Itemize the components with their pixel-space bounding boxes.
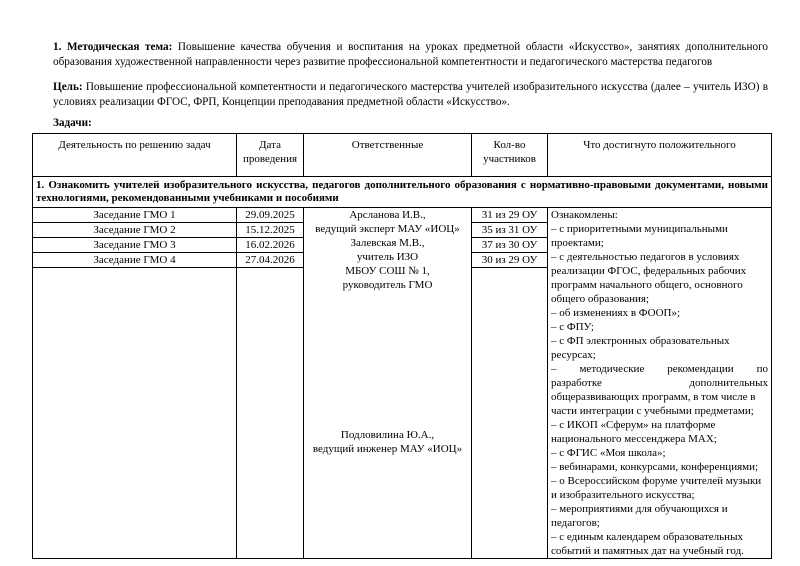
achieved-line: – с ФГИС «Моя школа»; xyxy=(551,447,666,459)
empty-cell xyxy=(237,268,304,559)
responsible-line: Арсланова И.В., xyxy=(349,209,426,221)
achieved-line: и изобразительного искусства; xyxy=(551,489,695,501)
table-row xyxy=(33,208,772,223)
achieved-line: программ начального общего, основного xyxy=(551,279,743,291)
methodical-topic xyxy=(53,40,768,70)
meeting-date: 16.02.2026 xyxy=(237,238,304,253)
meeting-count: 35 из 31 ОУ xyxy=(472,223,548,238)
goal xyxy=(53,80,768,110)
achieved-line: части интеграции с учебными предметами; xyxy=(551,405,754,417)
topic-label: 1. Методическая тема: xyxy=(53,41,173,53)
empty-cell xyxy=(472,268,548,559)
meeting-date: 15.12.2025 xyxy=(237,223,304,238)
achieved-line: национального мессенджера МАХ; xyxy=(551,433,717,445)
achieved-line: общего образования; xyxy=(551,293,650,305)
meeting-date: 29.09.2025 xyxy=(237,208,304,223)
achieved-line: событий и памятных дат на учебный год. xyxy=(551,545,744,557)
section-row xyxy=(33,177,772,208)
achieved-line: – о Всероссийском форуме учителей музыки xyxy=(551,475,762,487)
header-achieved: Что достигнуто положительного xyxy=(548,134,772,177)
header-date: Дата проведения xyxy=(237,134,304,177)
achieved-line: – с ИКОП «Сферум» на платформе xyxy=(551,419,716,431)
meeting-date: 27.04.2026 xyxy=(237,253,304,268)
meeting-name: Заседание ГМО 1 xyxy=(33,208,237,223)
achieved-line: – с единым календарем образовательных xyxy=(551,531,743,543)
achieved-line: – с деятельностью педагогов в условиях xyxy=(551,251,740,263)
achieved-line: – мероприятиями для обучающихся и xyxy=(551,503,728,515)
empty-cell xyxy=(33,268,237,559)
achieved-line: разработке дополнительных xyxy=(551,377,768,389)
meeting-count: 37 из 30 ОУ xyxy=(472,238,548,253)
achieved-line: – с ФП электронных образовательных xyxy=(551,335,730,347)
achieved-line: – с ФПУ; xyxy=(551,321,594,333)
achieved-line: – об изменениях в ФООП»; xyxy=(551,307,681,319)
achieved-cell xyxy=(548,208,772,559)
responsible-line: ведущий эксперт МАУ «ИОЦ» xyxy=(315,223,460,235)
responsible-line: МБОУ СОШ № 1, xyxy=(345,265,430,277)
table-header-row xyxy=(33,134,772,177)
tasks-table xyxy=(32,133,772,559)
responsible-line: ведущий инженер МАУ «ИОЦ» xyxy=(312,443,463,455)
goal-label: Цель: xyxy=(53,81,83,93)
meeting-name: Заседание ГМО 2 xyxy=(33,223,237,238)
meeting-name: Заседание ГМО 3 xyxy=(33,238,237,253)
achieved-line: проектами; xyxy=(551,237,604,249)
goal-text: Повышение профессиональной компетентности и педагогического мастерства учителей изобразительного искусства (далее – учитель ИЗО) в условиях реализации ФГОС, ФРП, Концепции преподавания предметной области «Искусство». xyxy=(53,81,768,108)
achieved-line: педагогов; xyxy=(551,517,600,529)
header-responsible: Ответственные xyxy=(304,134,472,177)
section-1-title: 1. Ознакомить учителей изобразительного искусства, педагогов дополнительного образования с нормативно-правовыми документами, новыми технологиями, рекомендованными учебниками и пособиями xyxy=(33,177,772,208)
responsible-cell xyxy=(304,208,472,559)
tasks-label: Задачи: xyxy=(53,117,92,129)
achieved-line: Ознакомлены: xyxy=(551,209,618,221)
achieved-line: реализации ФГОС, федеральных рабочих xyxy=(551,265,747,277)
achieved-line: – вебинарами, конкурсами, конференциями; xyxy=(551,461,759,473)
achieved-line: – с приоритетными муниципальными xyxy=(551,223,728,235)
spacer xyxy=(307,292,468,428)
responsible-line: Залевская М.В., xyxy=(350,237,425,249)
responsible-line: Подловилина Ю.А., xyxy=(340,429,435,441)
meeting-count: 31 из 29 ОУ xyxy=(472,208,548,223)
achieved-line: общеразвивающих программ, в том числе в xyxy=(551,391,756,403)
meeting-name: Заседание ГМО 4 xyxy=(33,253,237,268)
responsible-line: учитель ИЗО xyxy=(356,251,419,263)
achieved-line: ресурсах; xyxy=(551,349,596,361)
header-participants: Кол-во участников xyxy=(472,134,548,177)
meeting-count: 30 из 29 ОУ xyxy=(472,253,548,268)
header-activity: Деятельность по решению задач xyxy=(33,134,237,177)
topic-text: Повышение качества обучения и воспитания на уроках предметной области «Искусство», занятиях дополнительного образования художественной направленности через развитие профессиональной компетентности и педагогического мастерства педагогов xyxy=(53,41,768,68)
responsible-line: руководитель ГМО xyxy=(342,279,433,291)
achieved-line: – методические рекомендации по xyxy=(551,363,768,375)
